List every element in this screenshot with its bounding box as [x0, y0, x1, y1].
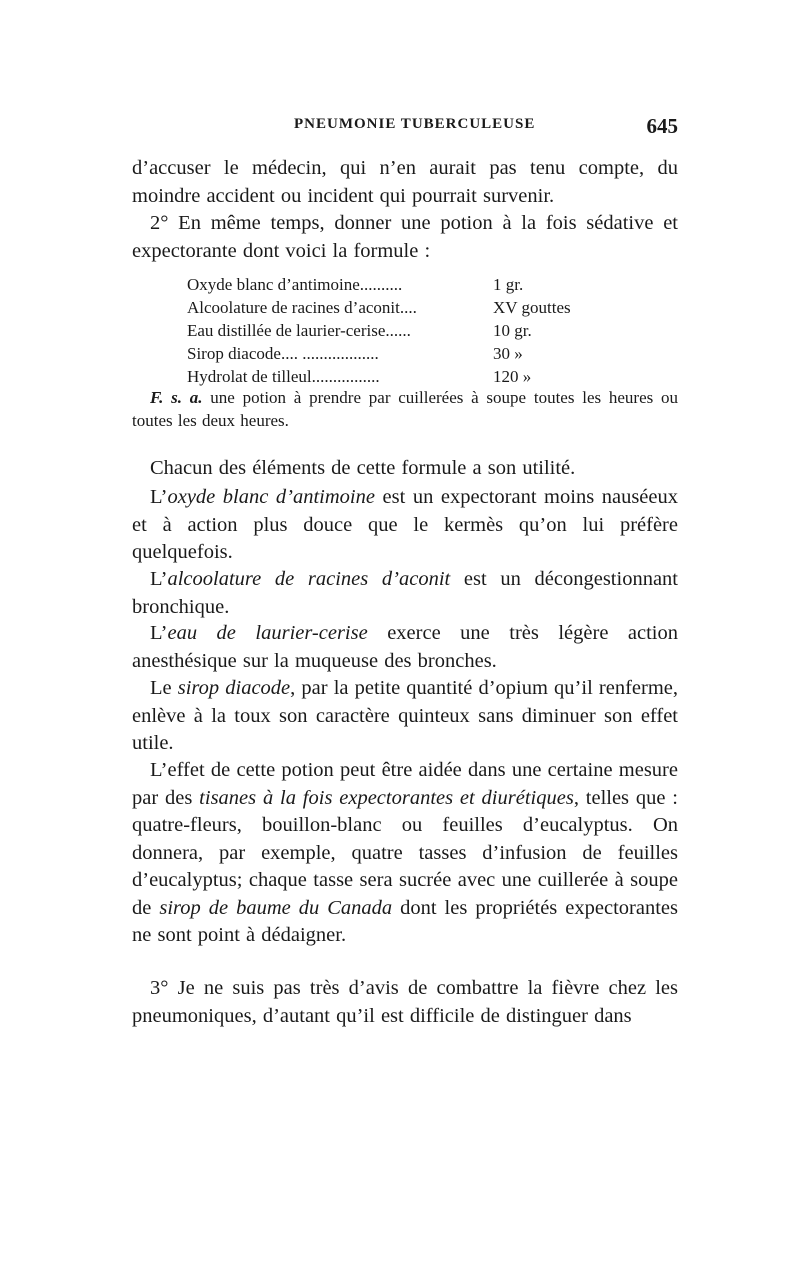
paragraph-continuation: d’accuser le médecin, qui n’en aurait pas tenu compte, du moindre accident ou incident qui pourrait survenir.: [132, 157, 678, 207]
formula-row: [187, 342, 613, 365]
text-fragment: L’: [150, 568, 168, 590]
paragraph-sirop: [132, 675, 678, 758]
text-fragment: , telles que : quatre-fleurs, bouillon-blanc ou feuilles d’eucalyptus. On donnera, par exemple, quatre tasses d’infusion de feuilles d’eucalyptus; chaque tasse sera sucrée avec une cuillerée à soupe de: [132, 786, 678, 919]
ingredient-dose: 10 gr.: [493, 321, 532, 340]
ingredient-dose: 30 »: [493, 344, 523, 363]
emphasis: sirop diacode: [177, 677, 291, 699]
ingredient-dose: 1 gr.: [493, 275, 524, 294]
running-title: PNEUMONIE TUBERCULEUSE: [294, 116, 536, 132]
formula-table: [187, 273, 613, 388]
ingredient-name: Sirop diacode.... ..................: [187, 344, 379, 363]
emphasis: sirop de baume du Canada: [159, 896, 393, 919]
emphasis: eau de laurier-cerise: [167, 622, 368, 644]
text-fragment: dont les propriétés expectorantes ne sont point à dédaigner.: [132, 896, 678, 946]
emphasis: oxyde blanc d’antimoine: [167, 486, 375, 508]
formula-row: [187, 273, 613, 296]
formula-row: [187, 296, 613, 319]
fsa-abbreviation: F. s. a.: [150, 388, 203, 407]
paragraph-oxyde: [132, 484, 678, 567]
formula-row: [187, 365, 613, 388]
ingredient-dose: XV gouttes: [493, 298, 571, 317]
emphasis: alcoolature de racines d’aconit: [167, 568, 451, 590]
text-fragment: L’effet de cette potion peut être aidée dans une certaine mesure par des: [132, 759, 678, 809]
page-header: [132, 114, 678, 138]
prescription-text: une potion à prendre par cuillerées à soupe toutes les heures ou toutes les deux heures.: [132, 388, 678, 430]
text-fragment: est un expectorant moins nauséeux et à action plus douce que le kermès qu’on lui préfère quelquefois.: [132, 486, 678, 563]
text-fragment: est un décongestionnant bronchique.: [132, 568, 678, 618]
text-fragment: L’: [150, 622, 168, 644]
paragraph-fievre: 3° Je ne suis pas très d’avis de combattre la fièvre chez les pneumoniques, d’autant qu’il est difficile de distinguer dans: [132, 977, 678, 1027]
paragraph-effet: [132, 757, 678, 950]
paragraph-2: 2° En même temps, donner une potion à la fois sédative et expectorante dont voici la formule :: [132, 212, 678, 262]
text-fragment: L’: [150, 486, 168, 508]
ingredient-name: Alcoolature de racines d’aconit....: [187, 298, 417, 317]
paragraph-3: Chacun des éléments de cette formule a son utilité.: [150, 457, 576, 479]
ingredient-dose: 120 »: [493, 367, 532, 386]
ingredient-name: Eau distillée de laurier-cerise......: [187, 321, 411, 340]
ingredient-name: Oxyde blanc d’antimoine..........: [187, 275, 403, 294]
prescription-note: [132, 386, 678, 432]
text-fragment: exerce une très légère action anesthésique sur la muqueuse des bronches.: [132, 622, 679, 672]
formula-row: [187, 319, 613, 342]
paragraph-laurier: [132, 620, 678, 675]
ingredient-name: Hydrolat de tilleul................: [187, 367, 380, 386]
page-number: 645: [646, 114, 678, 138]
paragraph-alcoolature: [132, 566, 678, 621]
text-fragment: Le: [150, 677, 178, 699]
text-fragment: , par la petite quantité d’opium qu’il renferme, enlève à la toux son caractère quinteux sans diminuer son effet utile.: [132, 677, 678, 754]
emphasis: tisanes à la fois expectorantes et diurétiques: [199, 786, 574, 809]
